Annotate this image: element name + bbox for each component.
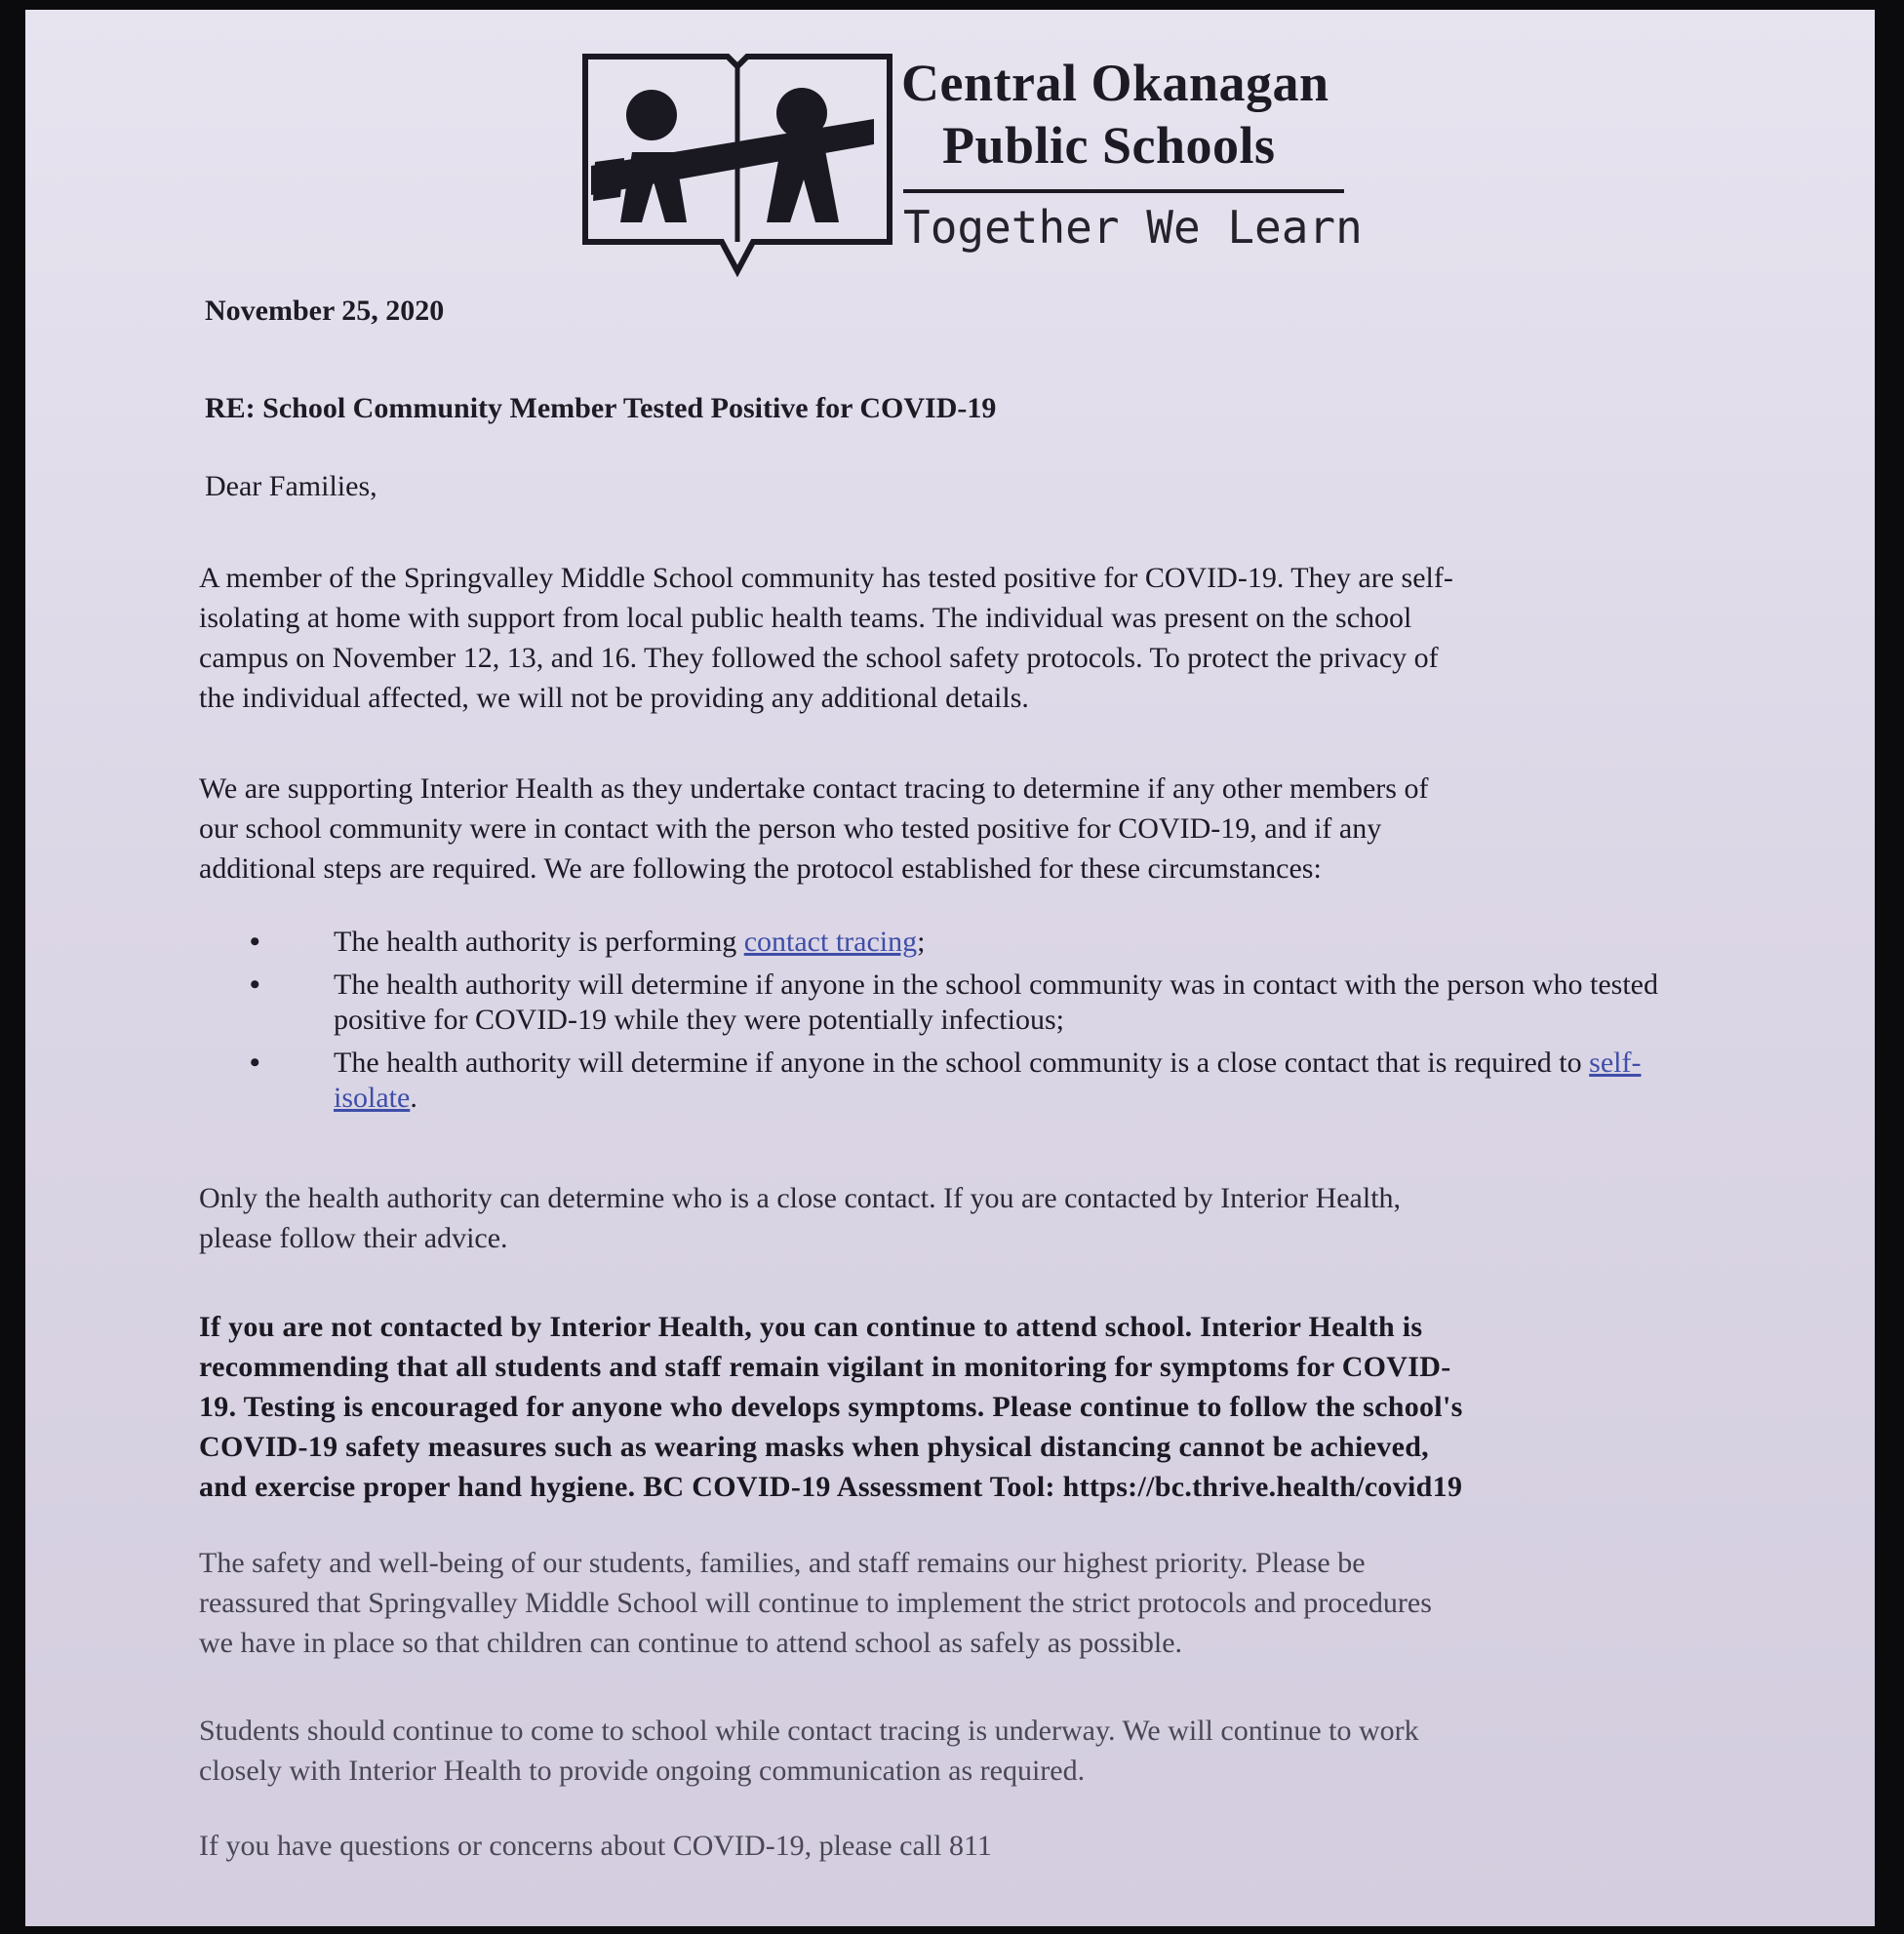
org-name-line2: Public Schools	[942, 116, 1276, 175]
divider	[903, 189, 1344, 193]
paragraph-line: 19. Testing is encouraged for anyone who develops symptoms. Please continue to follow the school's	[199, 1391, 1463, 1423]
paragraph-line: If you have questions or concerns about COVID-19, please call 811	[199, 1830, 992, 1862]
paragraph-line: reassured that Springvalley Middle School will continue to implement the strict protocols and procedures	[199, 1587, 1432, 1619]
paragraph-line: we have in place so that children can continue to attend school as safely as possible.	[199, 1627, 1183, 1659]
contact-tracing-link[interactable]: contact tracing	[743, 926, 918, 958]
paragraph-line: recommending that all students and staff remain vigilant in monitoring for symptoms for COVID-	[199, 1351, 1451, 1383]
list-item-suffix: ;	[917, 926, 926, 958]
bullet-icon: •	[250, 1046, 260, 1079]
paragraph-line: our school community were in contact with the person who tested positive for COVID-19, and if any	[199, 812, 1382, 845]
list-item-text: The health authority will determine if anyone in the school community was in contact with the person who tested positive for COVID-19 while they were potentially infectious;	[334, 968, 1658, 1036]
letter-date: November 25, 2020	[205, 295, 445, 327]
paragraph-line: additional steps are required. We are following the protocol established for these circumstances:	[199, 852, 1322, 885]
paragraph-2	[199, 769, 1701, 888]
list-item	[250, 925, 1664, 960]
paragraph-line: isolating at home with support from local public health teams. The individual was present on the school	[199, 602, 1412, 634]
paragraph-line: The safety and well-being of our students, families, and staff remains our highest priority. Please be	[199, 1547, 1366, 1579]
paragraph-line: please follow their advice.	[199, 1222, 508, 1254]
paragraph-7	[199, 1826, 1701, 1866]
bullet-icon: •	[250, 926, 260, 958]
list-item-text: The health authority is performing	[334, 926, 744, 958]
paragraph-line: We are supporting Interior Health as they undertake contact tracing to determine if any other members of	[199, 772, 1429, 805]
list-item	[250, 967, 1664, 1038]
paragraph-4-bold	[199, 1307, 1701, 1507]
letter-page	[25, 10, 1875, 1926]
list-item-suffix: .	[410, 1082, 417, 1114]
paragraph-line: Only the health authority can determine who is a close contact. If you are contacted by Interior Health,	[199, 1182, 1402, 1214]
paragraph-line: the individual affected, we will not be providing any additional details.	[199, 682, 1029, 714]
paragraph-6	[199, 1711, 1701, 1791]
paragraph-line: and exercise proper hand hygiene. BC COVID-19 Assessment Tool: https://bc.thrive.health/covid19	[199, 1471, 1463, 1503]
paragraph-1	[199, 558, 1701, 718]
letter-subject: RE: School Community Member Tested Positive for COVID-19	[205, 392, 997, 424]
org-name-line1: Central Okanagan	[901, 54, 1329, 112]
paragraph-line: A member of the Springvalley Middle School community has tested positive for COVID-19. They are self-	[199, 562, 1453, 594]
list-item-text: The health authority will determine if anyone in the school community is a close contact that is required to	[334, 1046, 1590, 1079]
paragraph-line: Students should continue to come to school while contact tracing is underway. We will continue to work	[199, 1715, 1419, 1747]
paragraph-line: campus on November 12, 13, and 16. They followed the school safety protocols. To protect the privacy of	[199, 642, 1439, 674]
paragraph-line: COVID-19 safety measures such as wearing masks when physical distancing cannot be achieved,	[199, 1431, 1429, 1463]
list-item	[250, 1046, 1664, 1116]
bullet-icon: •	[250, 968, 260, 1001]
tagline: Together We Learn	[903, 201, 1363, 254]
protocol-list	[250, 925, 1664, 1124]
open-book-children-logo-icon	[581, 51, 893, 285]
salutation: Dear Families,	[205, 470, 377, 502]
self-isolate-link[interactable]: self-isolate	[334, 1046, 1642, 1114]
paragraph-line: closely with Interior Health to provide ongoing communication as required.	[199, 1755, 1086, 1787]
paragraph-line: If you are not contacted by Interior Health, you can continue to attend school. Interior Health is	[199, 1311, 1423, 1343]
paragraph-5	[199, 1543, 1701, 1663]
paragraph-3	[199, 1178, 1701, 1258]
